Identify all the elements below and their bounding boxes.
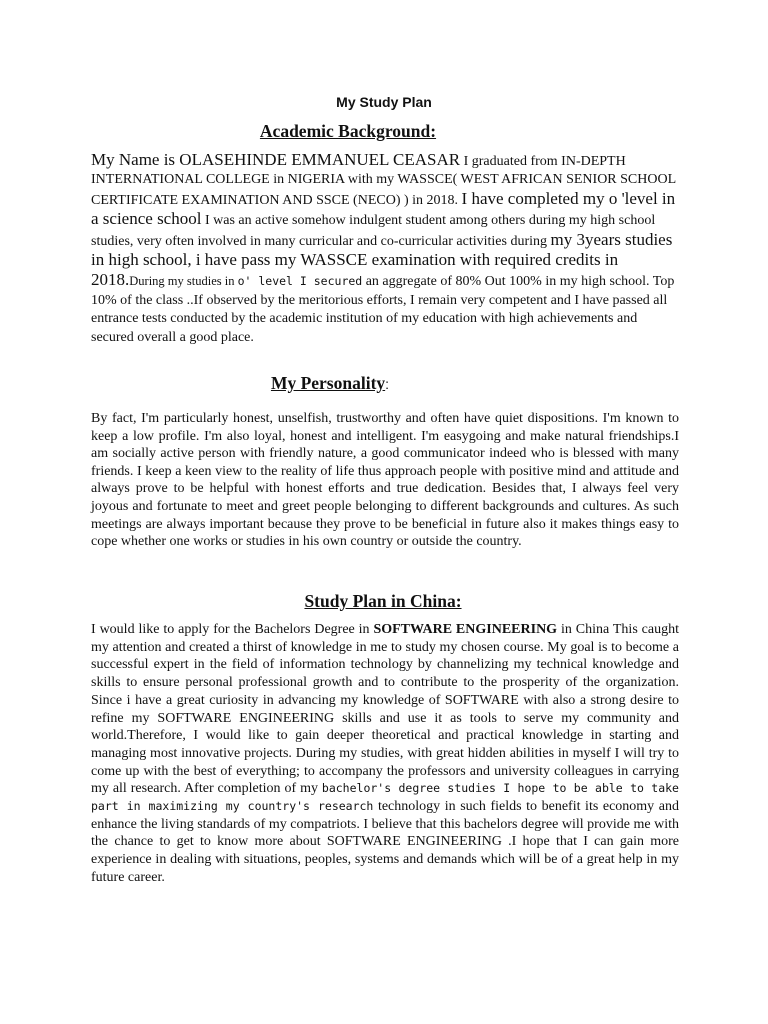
heading-study-plan-china-text: Study Plan in China: [304,591,462,611]
document-title: My Study Plan [336,94,432,110]
paragraph-my-personality: By fact, I'm particularly honest, unselfish, trustworthy and often have quiet dispositions. I'm known to keep a low profile. I'm also loyal, honest and intelligent. I'm easygoing and make natural friendships.I am socially active person with friendly nature, a good communicator indeed who is blessed with many friends. I keep a keen view to the reality of life thus approach people with positive mind and attitude and always prove to be helpful with honest efforts and true dedication. Besides that, I always feel very joyous and fortunate to meet and greet people belonging to different backgrounds and cultures. As such meetings are always important because they prove to be beneficial in future also it makes things easy to cope whether one works or studies in his own country or outside the country. [91,411,679,550]
paragraph-study-plan-china [91,621,679,887]
heading-my-personality-text: My Personality [270,373,386,393]
china-apply-phrase: I would like to apply for the Bachelors Degree in [91,622,374,637]
paragraph-academic-background [91,151,679,347]
academic-secured-phrase: o' level I secured [237,274,363,289]
heading-study-plan-china [0,591,767,612]
china-goal-sentences: in China This caught my attention and created a thirst of knowledge in me to study my chosen course. My goal is to become a successful expert in the field of information technology by channelizing my technical knowledge and skills to ensure personal professional growth and to contribute to the prosperity of the organization. Since i have a great curiosity in advancing my knowledge of SOFTWARE with also a strong desire to refine my SOFTWARE ENGINEERING skills and use it as tools to serve my community and world.Therefore, I would like to gain deeper theoretical and practical knowledge in starting and managing most innovative projects. During my studies, with great hidden abilities in myself I will try to come up with the best of everything; to accompany the professors and university colleagues in carrying my all research. After completion of my [91,622,680,797]
china-closing-sentences: technology in such fields to benefit its economy and enhance the living standards of my compatriots. I believe that this bachelors degree will provide me with the chance to get to know more about SOFTWARE ENGINEERING .I hope that I can gain more experience in dealing with situations, peoples, systems and demands which will be of a great help in my future career. [91,799,679,885]
heading-my-personality-colon: : [385,376,390,392]
academic-olevel-sentence: I have completed my o 'level in a science school [91,188,676,229]
heading-academic-background-text: Academic Background: [259,121,437,141]
china-degree-phrase: bachelor's degree studies I hope to be able to take part in maximizing my country's research [91,781,679,814]
heading-academic-background [0,121,732,142]
academic-wassce-sentence: my 3years studies in high school, i have pass my WASSCE examination with required credits in 2018. [91,229,673,290]
academic-aggregate-sentence: an aggregate of 80% Out 100% in my high school. Top 10% of the class ..If observed by the meritorious efforts, I remain very competent and I have passed all entrance tests conducted by the academic institution of my education with high achievements and secured overall a good place. [91,274,675,345]
academic-name-sentence: My Name is OLASEHINDE EMMANUEL CEASAR [91,150,461,169]
academic-studies-phrase: During my studies in [129,274,238,289]
academic-activities-sentence: I was an active somehow indulgent student among others during my high school studies, very often involved in many curricular and co-curricular activities during [91,213,656,249]
china-course-name: SOFTWARE ENGINEERING [373,622,558,637]
heading-my-personality [0,373,714,394]
academic-graduation-sentence: I graduated from IN-DEPTH INTERNATIONAL COLLEGE in NIGERIA with my WASSCE( WEST AFRICAN SENIOR SCHOOL CERTIFICATE EXAMINATION AND SSCE (NECO) ) in 2018. [91,154,676,208]
